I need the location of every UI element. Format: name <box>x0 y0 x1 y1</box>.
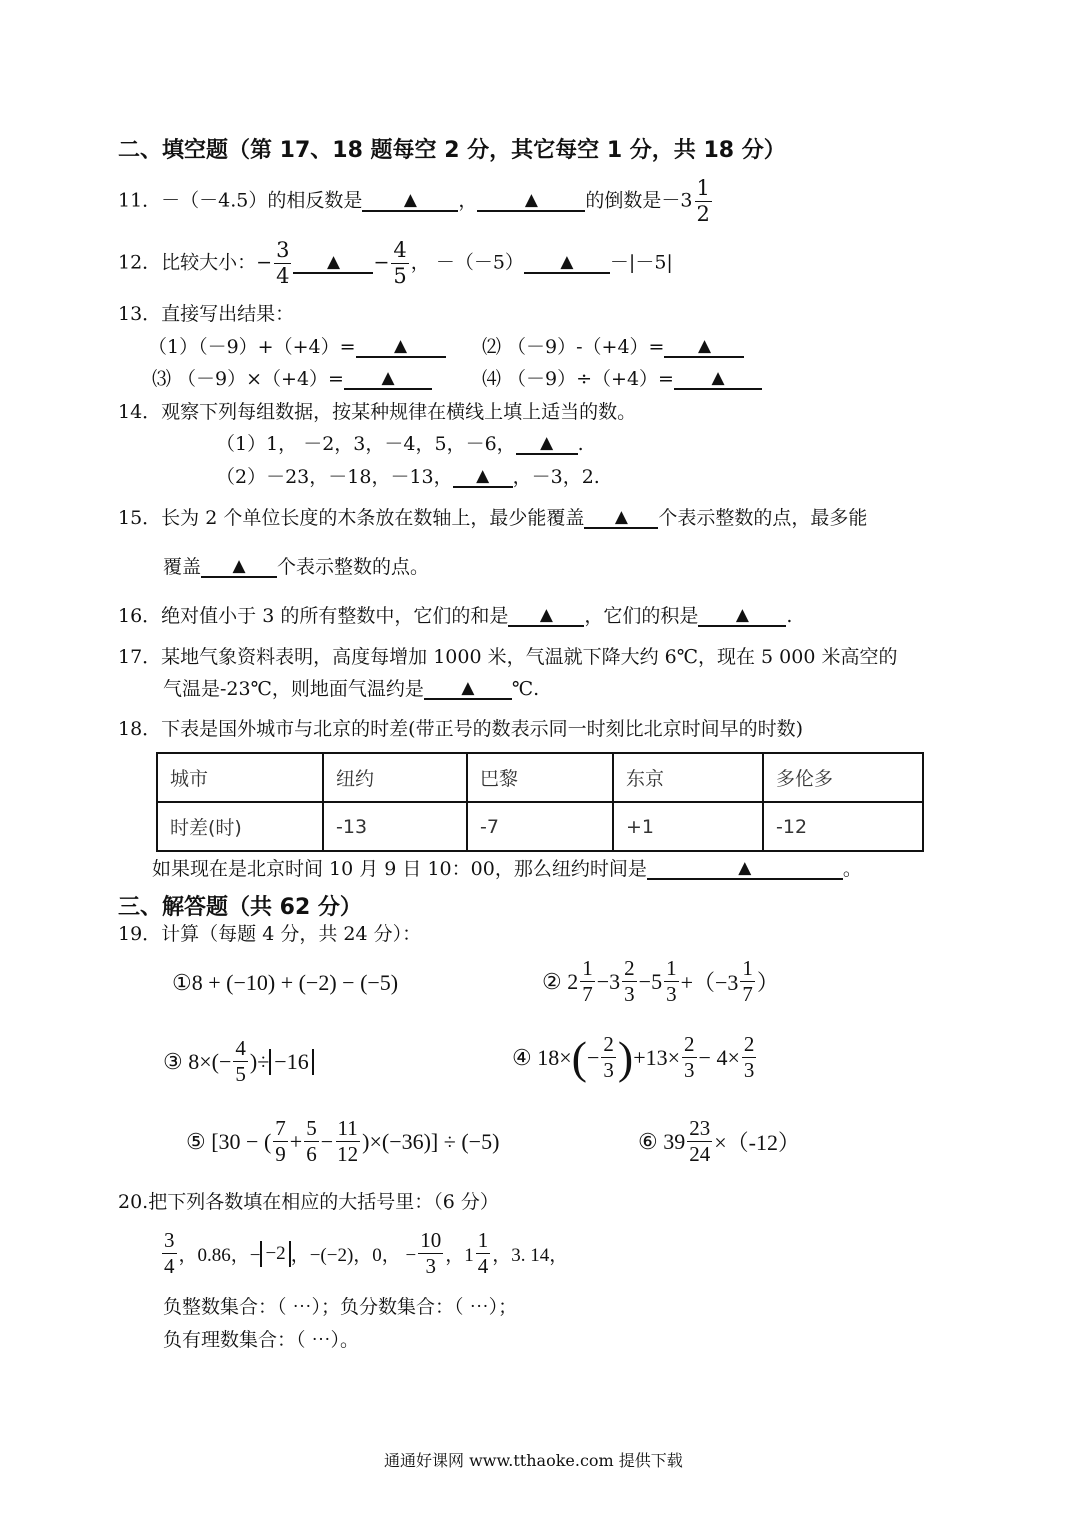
q15-blank-1[interactable]: ▲ <box>584 509 658 529</box>
q13-part-2: ⑵ （－9）-（+4）= ▲ <box>482 338 744 358</box>
q12-blank-1[interactable]: ▲ <box>293 254 373 274</box>
table-cell: +1 <box>613 802 763 851</box>
time-difference-table <box>156 752 924 852</box>
question-12 <box>118 240 673 287</box>
q11-fraction: $\frac{1}{2}$ <box>696 176 710 226</box>
table-row <box>157 802 923 851</box>
q12-fraction-2: $\frac{4}{5}$ <box>393 238 407 288</box>
q19-expr-6: ⑥ 39 $\frac{23}{24}$ ×（-12） <box>638 1116 800 1166</box>
q20-numbers: $\frac{3}{4}$ ，0.86，− −2 ，−(−2)，0， − $\frac{10}{3}$ ，1 $\frac{1}{4}$ ，3. 14， <box>164 1228 569 1278</box>
q13-part-4: ⑷ （－9）÷（+4）= ▲ <box>482 370 762 390</box>
q18-followup: 如果现在是北京时间 10 月 9 日 10：00，那么纽约时间是 ▲ 。 <box>152 858 862 880</box>
q12-fraction-1: $\frac{3}{4}$ <box>276 238 290 288</box>
q19-expr-1: ①8 + (−10) + (−2) − (−5) <box>172 970 399 995</box>
q17-blank[interactable]: ▲ <box>424 680 512 700</box>
q13-part-1: （1）（－9）+（+4）= ▲ <box>148 338 446 358</box>
q13-blank-1[interactable]: ▲ <box>356 338 446 358</box>
table-cell: 纽约 <box>323 753 467 802</box>
q13-blank-2[interactable]: ▲ <box>664 338 744 358</box>
q17-line-1: 17．某地气象资料表明，高度每增加 1000 米，气温就下降大约 6℃，现在 5 000 米高空的 <box>118 646 898 668</box>
q13-part-3: ⑶ （－9）×（+4）= ▲ <box>152 370 432 390</box>
question-11 <box>118 178 714 225</box>
q14-blank-2[interactable]: ▲ <box>453 468 513 488</box>
q11-text-c: 的倒数是－3 <box>585 189 693 212</box>
q11-blank-1[interactable]: ▲ <box>362 192 458 212</box>
q19-title: 19．计算（每题 4 分，共 24 分）： <box>118 923 422 945</box>
q11-text-a: 11．－（－4.5）的相反数是 <box>118 189 363 212</box>
q13-blank-4[interactable]: ▲ <box>674 370 762 390</box>
q20-title: 20.把下列各数填在相应的大括号里：（6 分） <box>118 1191 499 1213</box>
table-cell: 时差(时) <box>157 802 323 851</box>
q18-title: 18．下表是国外城市与北京的时差(带正号的数表示同一时刻比北京时间早的时数) <box>118 718 804 740</box>
q17-line-2: 气温是-23℃，则地面气温约是 ▲ ℃. <box>163 678 540 700</box>
section-3-title: 三、解答题（共 62 分） <box>118 895 362 920</box>
table-cell: 东京 <box>613 753 763 802</box>
q15-line-1: 15．长为 2 个单位长度的木条放在数轴上，最少能覆盖 ▲ 个表示整数的点，最多能 <box>118 507 868 529</box>
table-cell: -7 <box>467 802 613 851</box>
q13-blank-3[interactable]: ▲ <box>344 370 432 390</box>
table-cell: -12 <box>763 802 923 851</box>
page-footer: 通通好课网 www.tthaoke.com 提供下载 <box>384 1451 683 1470</box>
q13-title: 13．直接写出结果： <box>118 303 295 325</box>
q20-set-line-2: 负有理数集合：（ ⋯）。 <box>163 1329 360 1351</box>
table-cell: 巴黎 <box>467 753 613 802</box>
q19-expr-4: ④ 18× ( − $\frac{2}{3}$ ) +13× $\frac{2}{3}$ − 4× $\frac{2}{3}$ <box>512 1031 755 1083</box>
table-cell: -13 <box>323 802 467 851</box>
q12-text-a: 12．比较大小：− <box>118 251 273 274</box>
q16-blank-1[interactable]: ▲ <box>508 607 584 627</box>
q12-text-b: − <box>373 251 390 274</box>
q14-line-2: （2）－23，－18，－13， ▲ ，－3，2. <box>216 466 600 488</box>
q12-blank-2[interactable]: ▲ <box>524 254 610 274</box>
q11-blank-2[interactable]: ▲ <box>477 192 585 212</box>
q14-blank-1[interactable]: ▲ <box>516 435 578 455</box>
table-cell: 城市 <box>157 753 323 802</box>
q18-blank[interactable]: ▲ <box>647 860 843 880</box>
q14-title: 14．观察下列每组数据，按某种规律在横线上填上适当的数。 <box>118 401 637 423</box>
q16-blank-2[interactable]: ▲ <box>698 607 786 627</box>
q11-text-b: ， <box>458 189 478 212</box>
q19-expr-3: ③ 8×(− $\frac{4}{5}$ )÷ −16 <box>163 1038 314 1085</box>
table-cell: 多伦多 <box>763 753 923 802</box>
q19-expr-2: ② 2 $\frac{1}{7}$ −3 $\frac{2}{3}$ −5 $\frac{1}{3}$ +（−3 $\frac{1}{7}$ ） <box>542 956 779 1006</box>
table-row <box>157 753 923 802</box>
question-16: 16．绝对值小于 3 的所有整数中，它们的和是 ▲ ，它们的积是 ▲ . <box>118 605 793 627</box>
q20-set-line-1: 负整数集合：（ ⋯）；负分数集合：（ ⋯）； <box>163 1296 518 1318</box>
q12-text-c: ， －（－5） <box>410 251 524 274</box>
q15-line-2: 覆盖 ▲ 个表示整数的点。 <box>163 556 430 578</box>
section-2-title: 二、填空题（第 17、18 题每空 2 分，其它每空 1 分，共 18 分） <box>118 138 786 163</box>
q19-expr-5: ⑤ [30 − ( $\frac{7}{9}$ + $\frac{5}{6}$ − $\frac{11}{12}$ )×(−36)] ÷ (−5) <box>186 1116 500 1166</box>
q14-line-1: （1）1， －2，3，－4，5，－6， ▲ . <box>216 433 584 455</box>
q15-blank-2[interactable]: ▲ <box>201 558 277 578</box>
q12-text-d: －|－5| <box>609 251 673 274</box>
